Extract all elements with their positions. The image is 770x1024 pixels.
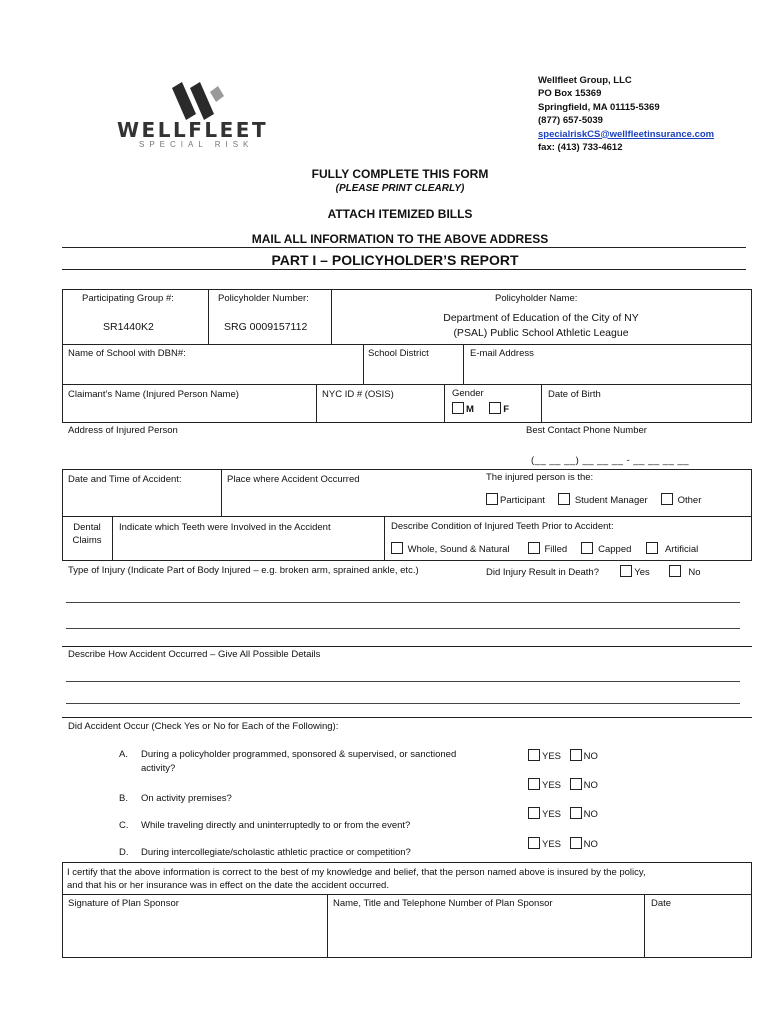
policy-number-label: Policyholder Number: xyxy=(218,293,309,304)
answer-d-yes-checkbox[interactable] xyxy=(528,837,540,849)
whole-sound-checkbox[interactable] xyxy=(391,542,403,554)
answer-c xyxy=(528,807,598,820)
address-line: Springfield, MA 01115-5369 xyxy=(538,101,660,113)
whole-sound-label: Whole, Sound & Natural xyxy=(407,544,510,555)
question-letter: B. xyxy=(119,793,128,804)
participant-checkbox[interactable] xyxy=(486,493,498,505)
participant-label: Participant xyxy=(500,495,545,506)
question-letter: C. xyxy=(119,820,129,831)
gender-male-label: M xyxy=(466,404,474,415)
death-yes-label: Yes xyxy=(634,567,650,578)
phone-field[interactable]: (__ __ __) __ __ __ - __ __ __ __ xyxy=(531,455,690,466)
injury-type-line[interactable] xyxy=(66,628,740,629)
no-label: NO xyxy=(583,780,598,791)
question-text: activity? xyxy=(141,763,176,774)
dental-label-line: Dental xyxy=(73,522,101,533)
school-district-label[interactable]: School District xyxy=(368,348,429,359)
artificial-checkbox[interactable] xyxy=(646,542,658,554)
answer-a xyxy=(528,749,598,762)
policy-number-value[interactable]: SRG 0009157112 xyxy=(224,321,308,333)
question-text: During a policyholder programmed, sponsored & supervised, or sanctioned xyxy=(141,749,457,760)
artificial-label: Artificial xyxy=(664,544,699,555)
certification-text xyxy=(67,866,747,892)
claimant-name-label[interactable]: Claimant’s Name (Injured Person Name) xyxy=(68,389,239,400)
gender-female-label: F xyxy=(503,404,510,415)
death-question xyxy=(486,565,701,578)
answer-b xyxy=(528,778,598,791)
question-d xyxy=(119,847,411,858)
question-a xyxy=(119,748,456,776)
part-title: PART I – POLICYHOLDER’S REPORT xyxy=(271,252,519,268)
answer-b-no-checkbox[interactable] xyxy=(570,778,582,790)
accident-datetime-label[interactable]: Date and Time of Accident: xyxy=(68,474,182,485)
address-line: Wellfleet Group, LLC xyxy=(538,75,632,86)
filled-checkbox[interactable] xyxy=(528,542,540,554)
instruction-print: (PLEASE PRINT CLEARLY) xyxy=(335,183,465,194)
date-label[interactable]: Date xyxy=(651,898,672,909)
nyc-id-label[interactable]: NYC ID # (OSIS) xyxy=(322,389,394,400)
student-manager-checkbox[interactable] xyxy=(558,493,570,505)
teeth-condition-label: Describe Condition of Injured Teeth Prior to Accident: xyxy=(391,521,614,532)
logo-tagline: SPECIAL RISK xyxy=(139,140,254,149)
policyholder-name-label: Policyholder Name: xyxy=(495,293,578,304)
yes-label: YES xyxy=(542,751,562,762)
answer-b-yes-checkbox[interactable] xyxy=(528,778,540,790)
question-text: On activity premises? xyxy=(141,793,232,804)
describe-accident-line[interactable] xyxy=(66,703,740,704)
policyholder-name-line: (PSAL) Public School Athletic League xyxy=(453,327,629,339)
teeth-involved-label[interactable]: Indicate which Teeth were Involved in the Accident xyxy=(119,522,331,533)
no-label: NO xyxy=(583,751,598,762)
policyholder-name-value[interactable] xyxy=(331,311,751,341)
sponsor-name-label[interactable]: Name, Title and Telephone Number of Plan Sponsor xyxy=(333,898,553,909)
gender-female-checkbox[interactable] xyxy=(489,402,501,414)
instruction-mail: MAIL ALL INFORMATION TO THE ABOVE ADDRESS xyxy=(251,232,549,246)
injury-type-label: Type of Injury (Indicate Part of Body Injured – e.g. broken arm, sprained ankle, etc.) xyxy=(68,565,419,576)
injured-is-label: The injured person is the: xyxy=(486,472,594,483)
certification-line: I certify that the above information is correct to the best of my knowledge and belief, that the person named above is insured by the policy, xyxy=(67,867,646,878)
dental-label-line: Claims xyxy=(72,535,102,546)
gender-male-checkbox[interactable] xyxy=(452,402,464,414)
describe-accident-label: Describe How Accident Occurred – Give All Possible Details xyxy=(68,649,321,660)
certification-line: and that his or her insurance was in effect on the date the accident occurred. xyxy=(67,880,389,891)
capped-label: Capped xyxy=(598,544,632,555)
instruction-complete: FULLY COMPLETE THIS FORM xyxy=(311,167,489,181)
other-checkbox[interactable] xyxy=(661,493,673,505)
question-letter: A. xyxy=(119,749,128,760)
death-no-checkbox[interactable] xyxy=(669,565,681,577)
question-c xyxy=(119,820,410,831)
answer-a-yes-checkbox[interactable] xyxy=(528,749,540,761)
answer-d-no-checkbox[interactable] xyxy=(570,837,582,849)
gender-options xyxy=(452,402,509,415)
policyholder-name-line: Department of Education of the City of NY xyxy=(443,312,639,324)
email-address-label[interactable]: E-mail Address xyxy=(470,348,534,359)
death-label: Did Injury Result in Death? xyxy=(486,567,599,578)
injury-type-line[interactable] xyxy=(66,602,740,603)
address-line: PO Box 15369 xyxy=(538,88,602,100)
question-b xyxy=(119,793,232,804)
question-text: During intercollegiate/scholastic athletic practice or competition? xyxy=(141,847,411,858)
group-label: Participating Group #: xyxy=(82,293,174,304)
divider xyxy=(62,247,746,248)
phone-label: Best Contact Phone Number xyxy=(526,425,647,436)
address-label[interactable]: Address of Injured Person xyxy=(68,425,178,436)
other-label: Other xyxy=(677,495,702,506)
yes-label: YES xyxy=(542,780,562,791)
email-link[interactable]: specialriskCS@wellfleetinsurance.com xyxy=(538,128,715,140)
death-no-label: No xyxy=(688,567,701,578)
no-label: NO xyxy=(583,809,598,820)
accident-place-label[interactable]: Place where Accident Occurred xyxy=(227,474,360,485)
capped-checkbox[interactable] xyxy=(581,542,593,554)
answer-c-yes-checkbox[interactable] xyxy=(528,807,540,819)
yes-label: YES xyxy=(542,839,562,850)
questions-heading: Did Accident Occur (Check Yes or No for Each of the Following): xyxy=(68,721,339,732)
answer-a-no-checkbox[interactable] xyxy=(570,749,582,761)
gender-label: Gender xyxy=(452,388,484,399)
fax-line: fax: (413) 733-4612 xyxy=(538,142,623,154)
answer-c-no-checkbox[interactable] xyxy=(570,807,582,819)
group-value[interactable]: SR1440K2 xyxy=(103,321,154,333)
death-yes-checkbox[interactable] xyxy=(620,565,632,577)
answer-d xyxy=(528,837,598,850)
logo-mark-icon xyxy=(172,80,232,120)
filled-label: Filled xyxy=(544,544,568,555)
no-label: NO xyxy=(583,839,598,850)
student-manager-label: Student Manager xyxy=(574,495,648,506)
company-logo xyxy=(115,78,280,153)
teeth-condition-options xyxy=(391,542,698,555)
instruction-bills: ATTACH ITEMIZED BILLS xyxy=(327,207,473,221)
school-name-label[interactable]: Name of School with DBN#: xyxy=(68,348,186,359)
dental-claims-label xyxy=(68,521,106,547)
question-text: While traveling directly and uninterruptedly to or from the event? xyxy=(141,820,411,831)
yes-label: YES xyxy=(542,809,562,820)
logo-wordmark: WELLFLEET xyxy=(117,118,269,142)
address-line: (877) 657-5039 xyxy=(538,115,603,127)
describe-accident-line[interactable] xyxy=(66,681,740,682)
question-letter: D. xyxy=(119,847,129,858)
injured-person-options xyxy=(486,493,701,506)
company-address xyxy=(538,74,714,154)
dob-label[interactable]: Date of Birth xyxy=(548,389,601,400)
divider xyxy=(62,269,746,270)
signature-label[interactable]: Signature of Plan Sponsor xyxy=(68,898,179,909)
